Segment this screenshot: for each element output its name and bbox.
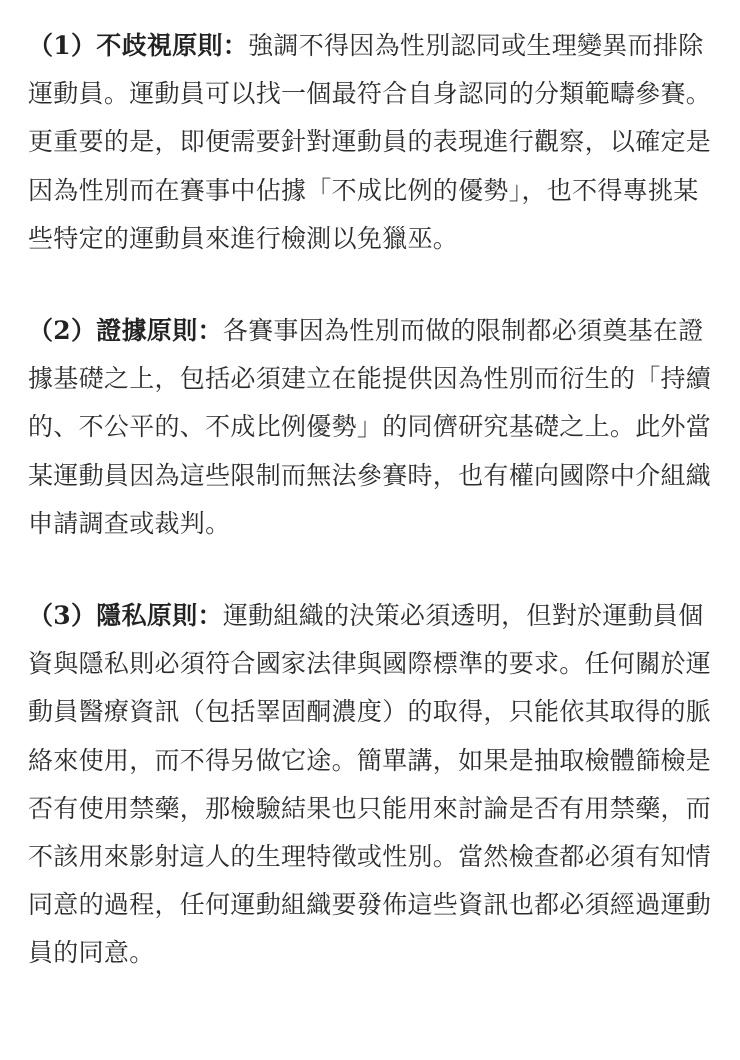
principle-heading — [28, 601, 223, 630]
principle-non-discrimination — [28, 22, 712, 263]
principle-marker: （1） — [28, 31, 97, 60]
principle-text: 運動組織的決策必須透明，但對於運動員個資與隱私則必須符合國家法律與國際標準的要求。任何關於運動員醫療資訊（包括睪固酮濃度）的取得，只能依其取得的脈絡來使用，而不得另做它途。簡單講，如果是抽取檢體篩檢是否有使用禁藥，那檢驗結果也只能用來討論是否有用禁藥，而不該用來影射這人的生理特徵或性別。當然檢查都必須有知情同意的過程，任何運動組織要發佈這些資訊也都必須經過運動員的同意。 — [28, 601, 712, 968]
principle-title: 隱私原則： — [96, 601, 223, 631]
principle-title: 不歧視原則： — [96, 31, 249, 60]
principle-title: 證據原則： — [96, 316, 223, 346]
principle-text: 強調不得因為性別認同或生理變異而排除運動員。運動員可以找一個最符合自身認同的分類範疇參賽。更重要的是，即便需要針對運動員的表現進行觀察，以確定是因為性別而在賽事中佔據「不成比例的優勢」，也不得專挑某些特定的運動員來進行檢測以免獵巫。 — [28, 31, 712, 253]
principle-marker: （2） — [28, 316, 97, 346]
principle-heading — [28, 316, 223, 345]
principle-heading — [28, 31, 248, 60]
principle-evidence — [28, 307, 712, 548]
principle-privacy — [28, 592, 712, 978]
principle-text: 各賽事因為性別而做的限制都必須奠基在證據基礎之上，包括必須建立在能提供因為性別而衍生的「持續的、不公平的、不成比例優勢」的同儕研究基礎之上。此外當某運動員因為這些限制而無法參賽時，也有權向國際中介組織申請調查或裁判。 — [28, 316, 712, 538]
principle-marker: （3） — [28, 601, 97, 631]
